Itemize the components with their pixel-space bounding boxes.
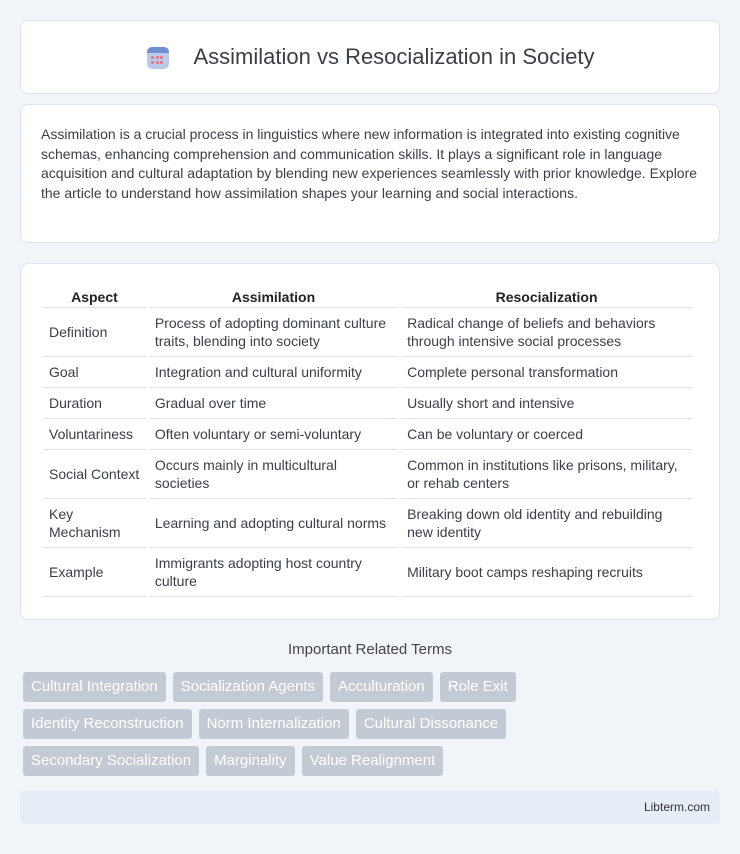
tag-marginality[interactable]: Marginality xyxy=(206,746,295,776)
table-row xyxy=(43,499,692,548)
tag-row xyxy=(23,709,723,739)
row-aspect: Duration xyxy=(43,388,146,419)
header-card xyxy=(20,20,720,94)
tag-value-realignment[interactable]: Value Realignment xyxy=(302,746,444,776)
header-aspect: Aspect xyxy=(43,286,146,308)
row-assimilation: Integration and cultural uniformity xyxy=(149,357,398,388)
tag-socialization-agents[interactable]: Socialization Agents xyxy=(173,672,323,702)
row-resocialization: Military boot camps reshaping recruits xyxy=(401,548,692,597)
table-row xyxy=(43,308,692,357)
intro-card xyxy=(20,104,720,243)
row-assimilation: Occurs mainly in multicultural societies xyxy=(149,450,398,499)
row-resocialization: Breaking down old identity and rebuilding new identity xyxy=(401,499,692,548)
tag-secondary-socialization[interactable]: Secondary Socialization xyxy=(23,746,199,776)
row-assimilation: Often voluntary or semi-voluntary xyxy=(149,419,398,450)
intro-text: Assimilation is a crucial process in linguistics where new information is integrated into existing cognitive schemas, enhancing comprehension and communication skills. It plays a significant role in language acquisition and cultural adaptation by blending new experiences seamlessly with prior knowledge. Explore the article to understand how assimilation shapes your learning and social interactions. xyxy=(41,126,698,201)
tag-cultural-integration[interactable]: Cultural Integration xyxy=(23,672,166,702)
footer xyxy=(20,791,720,824)
row-aspect: Definition xyxy=(43,308,146,357)
calendar-grid-icon xyxy=(145,44,171,70)
row-resocialization: Radical change of beliefs and behaviors through intensive social processes xyxy=(401,308,692,357)
table-row xyxy=(43,357,692,388)
tag-acculturation[interactable]: Acculturation xyxy=(330,672,433,702)
tag-row xyxy=(23,746,723,776)
comparison-table-card xyxy=(20,263,720,620)
row-resocialization: Usually short and intensive xyxy=(401,388,692,419)
comparison-table xyxy=(40,286,695,597)
tag-row xyxy=(23,672,723,702)
table-header-row xyxy=(43,286,692,308)
tag-identity-reconstruction[interactable]: Identity Reconstruction xyxy=(23,709,192,739)
row-aspect: Social Context xyxy=(43,450,146,499)
row-resocialization: Can be voluntary or coerced xyxy=(401,419,692,450)
related-terms-title: Important Related Terms xyxy=(288,641,452,658)
footer-site-link[interactable]: Libterm.com xyxy=(643,800,710,814)
row-assimilation: Process of adopting dominant culture traits, blending into society xyxy=(149,308,398,357)
row-aspect: Goal xyxy=(43,357,146,388)
table-row xyxy=(43,419,692,450)
header-assimilation: Assimilation xyxy=(149,286,398,308)
table-row xyxy=(43,388,692,419)
page-title: Assimilation vs Resocialization in Society xyxy=(193,44,595,69)
row-aspect: Voluntariness xyxy=(43,419,146,450)
row-resocialization: Complete personal transformation xyxy=(401,357,692,388)
row-assimilation: Gradual over time xyxy=(149,388,398,419)
header-resocialization: Resocialization xyxy=(401,286,692,308)
table-row xyxy=(43,450,692,499)
tag-cultural-dissonance[interactable]: Cultural Dissonance xyxy=(356,709,506,739)
row-aspect: Example xyxy=(43,548,146,597)
row-assimilation: Learning and adopting cultural norms xyxy=(149,499,398,548)
related-terms-tags xyxy=(23,672,723,783)
row-aspect: Key Mechanism xyxy=(43,499,146,548)
tag-role-exit[interactable]: Role Exit xyxy=(440,672,516,702)
table-row xyxy=(43,548,692,597)
row-resocialization: Common in institutions like prisons, military, or rehab centers xyxy=(401,450,692,499)
tag-norm-internalization[interactable]: Norm Internalization xyxy=(199,709,349,739)
row-assimilation: Immigrants adopting host country culture xyxy=(149,548,398,597)
